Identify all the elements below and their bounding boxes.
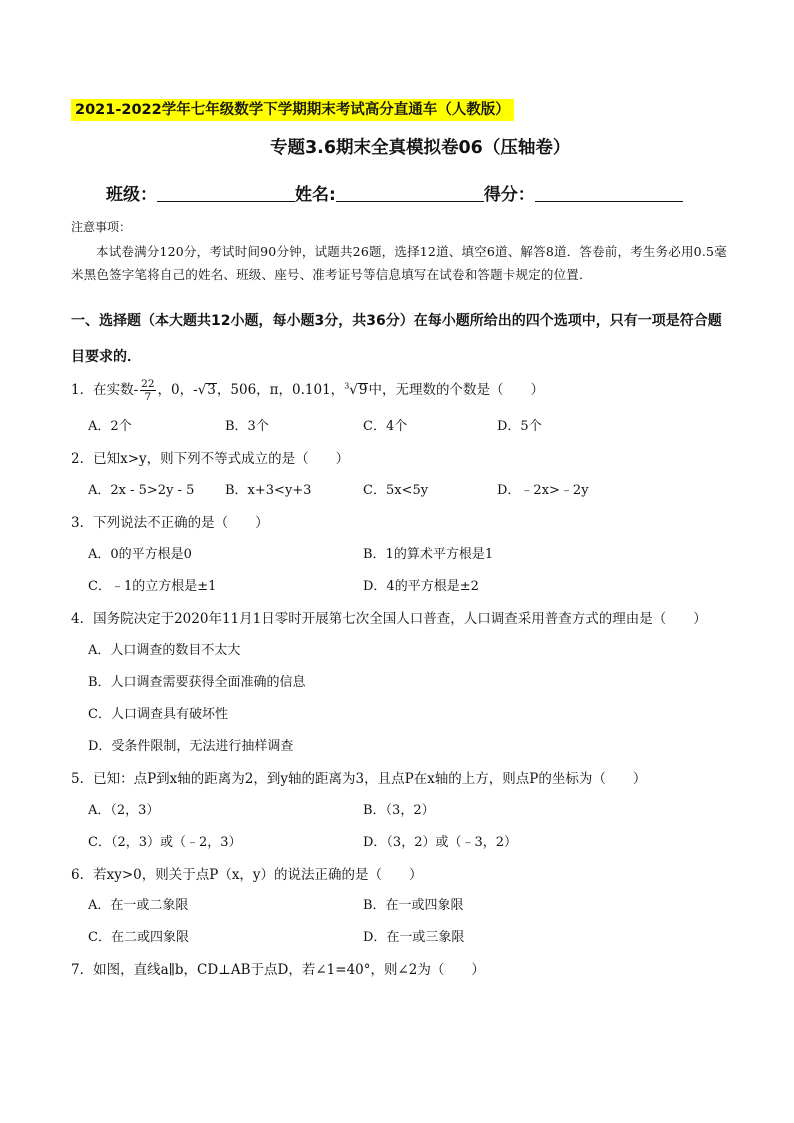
q2-option-a: A．2x - 5>2y - 5 [88, 483, 195, 498]
sqrt-sign: √ [197, 382, 207, 398]
fraction: $\frac{22}{7}$ [141, 378, 155, 403]
q2-option-b: B．x+3<y+3 [225, 483, 312, 498]
q1-option-a: A．2个 [88, 419, 132, 434]
q1-option-d: D．5个 [497, 419, 542, 434]
name-blank [336, 185, 484, 202]
q5-option-d: D．（3，2）或（﹣3，2） [363, 835, 518, 850]
question-7: 7．如图，直线a∥b，CD⊥AB于点D，若∠1=40°，则∠2为（ ） [71, 962, 485, 978]
question-6: 6．若xy>0，则关于点P（x，y）的说法正确的是（ ） [71, 867, 423, 883]
q4-option-b: B．人口调查需要获得全面准确的信息 [88, 675, 306, 690]
name-label: 姓名: [295, 185, 336, 205]
section-heading: 一、选择题（本大题共12小题，每小题3分，共36分）在每小题所给出的四个选项中，只有一项是符合题目要求的． [71, 313, 722, 365]
question-3: 3．下列说法不正确的是（ ） [71, 515, 269, 531]
q6-option-c: C．在二或四象限 [88, 930, 189, 945]
question-5: 5．已知：点P到x轴的距离为2，到y轴的距离为3，且点P在x轴的上方，则点P的坐标为（ ） [71, 771, 647, 787]
q1-option-c: C．4个 [363, 419, 408, 434]
class-label: 班级： [106, 185, 157, 205]
q6-option-b: B．在一或四象限 [363, 898, 464, 913]
q3-option-a: A．0的平方根是0 [88, 547, 192, 562]
student-info-line [106, 180, 683, 205]
page-title: 专题3.6期末全真模拟卷06（压轴卷） [270, 138, 571, 158]
q5-option-b: B．（3，2） [363, 803, 435, 818]
notice-text: 本试卷满分120分，考试时间90分钟，试题共26题，选择12道、填空6道、解答8道．答卷前，考生务必用0.5毫米黑色签字笔将自己的姓名、班级、座号、准考证号等信息填写在试卷和答题卡规定的位置． [71, 244, 727, 282]
q5-option-a: A．（2，3） [88, 803, 160, 818]
question-4: 4．国务院决定于2020年11月1日零时开展第七次全国人口普查，人口调查采用普查方式的理由是（ ） [71, 611, 707, 627]
score-label: 得分： [483, 185, 535, 205]
series-banner: 2021-2022学年七年级数学下学期期末考试高分直通车（人教版） [71, 99, 514, 121]
q3-option-b: B．1的算术平方根是1 [363, 547, 494, 562]
class-blank [157, 185, 295, 202]
q5-option-c: C．（2，3）或（﹣2，3） [88, 835, 242, 850]
notice-heading: 注意事项： [71, 220, 132, 234]
q2-option-c: C．5x<5y [363, 483, 429, 498]
q3-option-c: C．﹣1的立方根是±1 [88, 579, 217, 594]
q1-option-b: B．3个 [225, 419, 269, 434]
q4-option-a: A．人口调查的数目不太大 [88, 643, 241, 658]
q4-option-d: D．受条件限制，无法进行抽样调查 [88, 739, 294, 754]
q3-option-d: D．4的平方根是±2 [363, 579, 479, 594]
question-2: 2．已知x>y，则下列不等式成立的是（ ） [71, 451, 350, 467]
score-blank [535, 185, 683, 202]
q2-option-d: D．﹣2x>﹣2y [497, 483, 589, 498]
question-1: 1．在实数- $\frac{22}{7}$ ，0，-√3，506，π，0.101，$^3$√9中，无理数的个数是（ ） [71, 378, 544, 403]
q6-option-a: A．在一或二象限 [88, 898, 189, 913]
q6-option-d: D．在一或三象限 [363, 930, 465, 945]
q4-option-c: C．人口调查具有破坏性 [88, 707, 228, 722]
